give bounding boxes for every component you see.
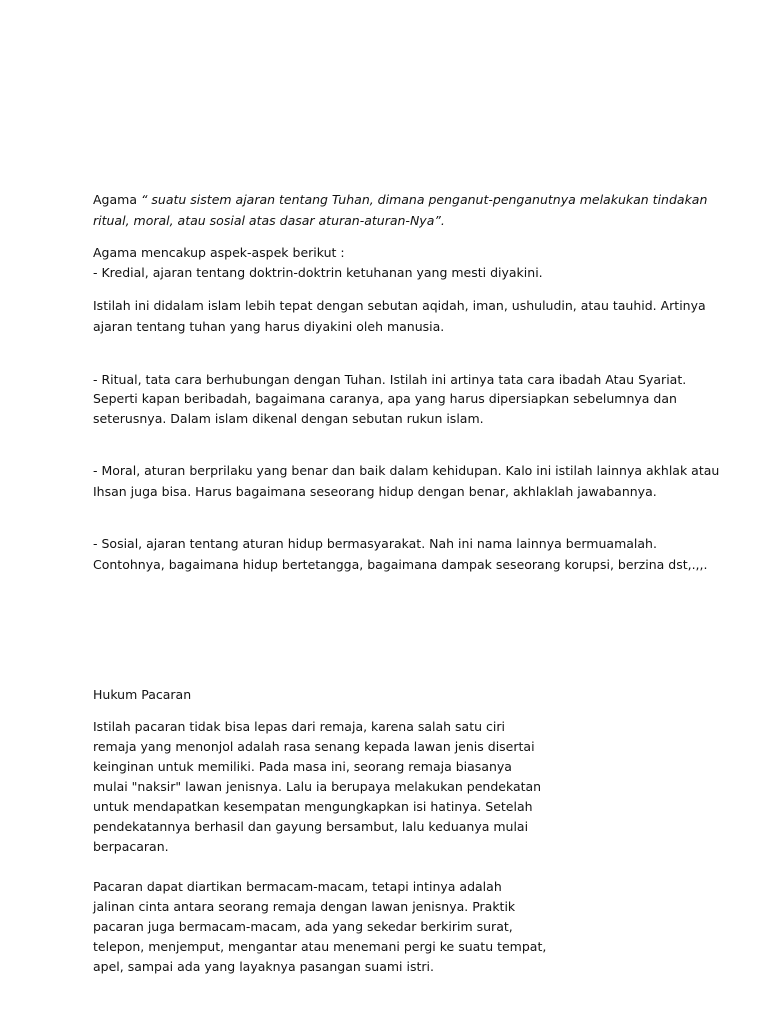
intro-definition-line xyxy=(93,191,707,209)
pacaran-para1-line: remaja yang menonjol adalah rasa senang kepada lawan jenis disertai xyxy=(93,739,535,754)
pacaran-para2-line: jalinan cinta antara seorang remaja dengan lawan jenisnya. Praktik xyxy=(93,899,516,914)
intro-definition-line-2: ritual, moral, atau sosial atas dasar aturan-aturan-Nya”. xyxy=(93,213,445,228)
section-title-hukum-pacaran: Hukum Pacaran xyxy=(93,687,192,702)
kredial-item: - Kredial, ajaran tentang doktrin-doktrin ketuhanan yang mesti diyakini. xyxy=(93,265,543,280)
pacaran-para2-line: telepon, menjemput, mengantar atau menemani pergi ke suatu tempat, xyxy=(93,939,547,954)
pacaran-para1-line: Istilah pacaran tidak bisa lepas dari remaja, karena salah satu ciri xyxy=(93,719,505,734)
sosial-item-line-1: - Sosial, ajaran tentang aturan hidup bermasyarakat. Nah ini nama lainnya bermuamalah. xyxy=(93,536,657,551)
moral-item-line-1: - Moral, aturan berprilaku yang benar dan baik dalam kehidupan. Kalo ini istilah lainnya akhlak atau xyxy=(93,463,720,478)
pacaran-para2-line: apel, sampai ada yang layaknya pasangan suami istri. xyxy=(93,959,434,974)
sosial-item-line-2: Contohnya, bagaimana hidup bertetangga, bagaimana dampak seseorang korupsi, berzina dst,.,,. xyxy=(93,557,708,572)
pacaran-para1-line: berpacaran. xyxy=(93,839,169,854)
ritual-item-line-3: seterusnya. Dalam islam dikenal dengan sebutan rukun islam. xyxy=(93,411,484,426)
pacaran-para1-line: keinginan untuk memiliki. Pada masa ini, seorang remaja biasanya xyxy=(93,759,512,774)
ritual-item-line-1: - Ritual, tata cara berhubungan dengan Tuhan. Istilah ini artinya tata cara ibadah Atau Syariat. xyxy=(93,372,687,387)
moral-item-line-2: Ihsan juga bisa. Harus bagaimana seseorang hidup dengan benar, akhlaklah jawabannya. xyxy=(93,484,657,499)
pacaran-para2-line: pacaran juga bermacam-macam, ada yang sekedar berkirim surat, xyxy=(93,919,513,934)
pacaran-para1-line: mulai "naksir" lawan jenisnya. Lalu ia berupaya melakukan pendekatan xyxy=(93,779,542,794)
intro-definition: “ suatu sistem ajaran tentang Tuhan, dimana penganut-penganutnya melakukan tindakan xyxy=(136,192,708,207)
intro-term: Agama xyxy=(93,192,137,207)
kredial-explanation-line-1: Istilah ini didalam islam lebih tepat dengan sebutan aqidah, iman, ushuludin, atau tauhid. Artinya xyxy=(93,298,706,313)
aspects-heading: Agama mencakup aspek-aspek berikut : xyxy=(93,245,345,260)
ritual-item-line-2: Seperti kapan beribadah, bagaimana caranya, apa yang harus dipersiapkan sebelumnya dan xyxy=(93,391,677,406)
pacaran-para1-line: untuk mendapatkan kesempatan mengungkapkan isi hatinya. Setelah xyxy=(93,799,533,814)
kredial-explanation-line-2: ajaran tentang tuhan yang harus diyakini oleh manusia. xyxy=(93,319,445,334)
pacaran-para1-line: pendekatannya berhasil dan gayung bersambut, lalu keduanya mulai xyxy=(93,819,529,834)
pacaran-para2-line: Pacaran dapat diartikan bermacam-macam, tetapi intinya adalah xyxy=(93,879,502,894)
